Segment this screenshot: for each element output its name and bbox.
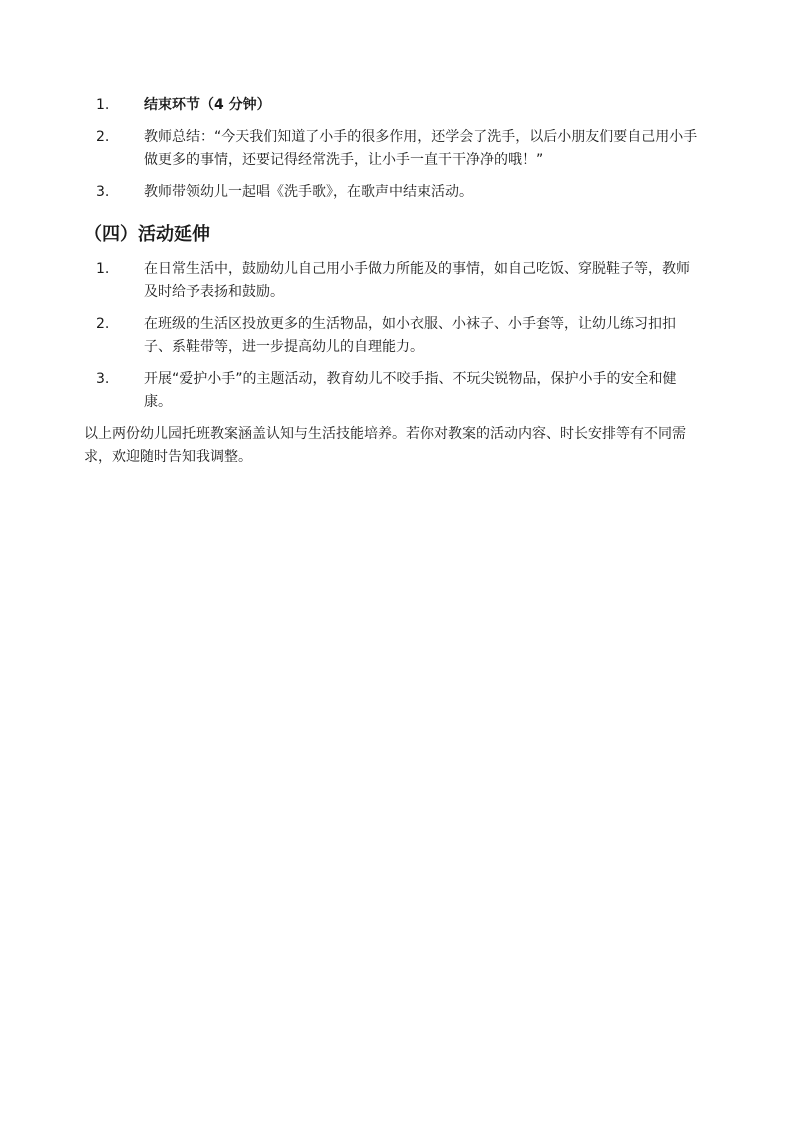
end-section-list (96, 94, 702, 204)
end-section-title: 结束环节（4 分钟） (144, 97, 271, 113)
list-item (96, 181, 702, 204)
list-number: 1. (96, 97, 110, 113)
list-item-text: 教师总结：“今天我们知道了小手的很多作用，还学会了洗手，以后小朋友们要自己用小手做更多的事情，还要记得经常洗手，让小手一直干干净净的哦！” (144, 129, 698, 168)
list-number: 2. (96, 129, 110, 145)
list-number: 3. (96, 184, 110, 200)
list-item-text: 在日常生活中，鼓励幼儿自己用小手做力所能及的事情，如自己吃饭、穿脱鞋子等，教师及时给予表扬和鼓励。 (144, 261, 690, 300)
list-item-text: 在班级的生活区投放更多的生活物品，如小衣服、小袜子、小手套等，让幼儿练习扣扣子、系鞋带等，进一步提高幼儿的自理能力。 (144, 316, 676, 355)
list-number: 2. (96, 316, 110, 332)
list-number: 1. (96, 261, 110, 277)
list-item (96, 313, 702, 359)
list-item-text: 开展“爱护小手”的主题活动，教育幼儿不咬手指、不玩尖锐物品，保护小手的安全和健康。 (144, 371, 677, 410)
list-number: 3. (96, 371, 110, 387)
document-page (84, 94, 702, 469)
list-item (96, 368, 702, 414)
closing-paragraph: 以上两份幼儿园托班教案涵盖认知与生活技能培养。若你对教案的活动内容、时长安排等有不同需求，欢迎随时告知我调整。 (84, 426, 686, 465)
list-item (96, 126, 702, 172)
list-item (96, 94, 702, 117)
list-item-text: 教师带领幼儿一起唱《洗手歌》，在歌声中结束活动。 (144, 184, 473, 200)
list-item (96, 258, 702, 304)
section-heading: （四）活动延伸 (84, 224, 210, 245)
extension-list (96, 258, 702, 414)
